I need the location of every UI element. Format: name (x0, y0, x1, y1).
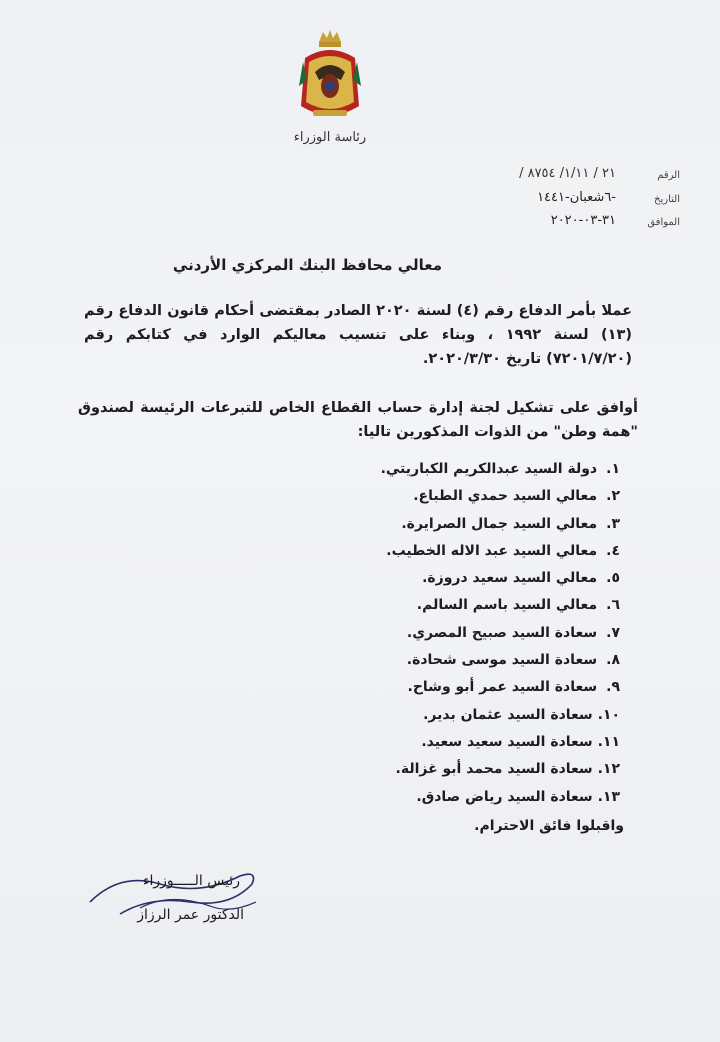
list-item: ١٣. سعادة السيد رياض صادق. (416, 788, 620, 805)
list-item: ٣. معالي السيد جمال الصرايرة. (401, 515, 620, 532)
letterhead (290, 28, 370, 158)
signatory-name: الدكتور عمر الرزاز (137, 907, 244, 923)
list-item: ٤. معالي السيد عبد الاله الخطيب. (386, 542, 620, 559)
hijri-date-value: -٦شعبان-١٤٤١ (537, 190, 616, 205)
gregorian-date-label: الموافق (647, 217, 680, 228)
office-name: رئاسة الوزراء (293, 130, 367, 145)
list-item: ٢. معالي السيد حمدي الطباع. (413, 488, 620, 505)
list-item: ١٢. سعادة السيد محمد أبو غزالة. (395, 761, 620, 778)
jordan-coat-of-arms-icon (297, 28, 363, 128)
gregorian-date-value: ٣١-٠٣-٢٠٢٠ (550, 213, 616, 228)
closing-line: واقبلوا فائق الاحترام. (474, 818, 624, 834)
list-item: ٧. سعادة السيد صبيح المصري. (406, 624, 620, 641)
list-item: ١. دولة السيد عبدالكريم الكباريتي. (380, 461, 620, 477)
reference-number-value: ٢١ / ١/١١/ ٨٧٥٤ / (519, 166, 616, 181)
list-item: ٥. معالي السيد سعيد دروزة. (422, 570, 620, 587)
body-paragraph-1: عملا بأمر الدفاع رقم (٤) لسنة ٢٠٢٠ الصادر بمقتضى أحكام قانون الدفاع رقم (١٣) لسنة ١٩٩٢ ، وبناء على تنسيب معاليكم الوارد في كتابكم رقم (٧٢٠١/٧/٢٠) تاريخ ٢٠٢٠/٣/٣٠. (84, 303, 632, 367)
list-item: ١٠. سعادة السيد عثمان بدير. (423, 706, 620, 723)
signatory-title: رئيس الـــــوزراء (142, 873, 240, 889)
body-paragraph-2: أوافق على تشكيل لجنة إدارة حساب القطاع الخاص للتبرعات الرئيسة لصندوق "همة وطن" من الذوات المذكورين تاليا: (78, 400, 638, 440)
list-item: ٩. سعادة السيد عمر أبو وشاح. (407, 679, 620, 696)
date-label: التاريخ (654, 194, 680, 205)
list-item: ١١. سعادة السيد سعيد سعيد. (421, 733, 620, 750)
addressee: معالي محافظ البنك المركزي الأردني (172, 256, 442, 274)
reference-number-label: الرقم (657, 170, 680, 181)
list-item: ٨. سعادة السيد موسى شحادة. (406, 652, 620, 669)
list-item: ٦. معالي السيد باسم السالم. (416, 597, 620, 614)
committee-members-list (220, 456, 620, 811)
